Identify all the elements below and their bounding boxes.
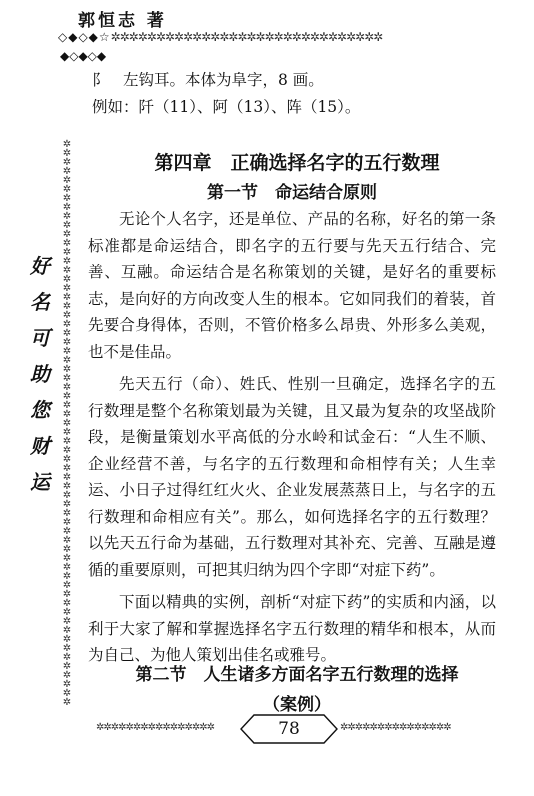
vertical-char: 您 (30, 398, 50, 422)
footer-star-border-left: ✲✲✲✲✲✲✲✲✲✲✲✲✲✲✲✲ (96, 722, 215, 733)
chapter-title: 第四章 正确选择名字的五行数理 (154, 152, 440, 174)
section-title: 第一节 命运结合原则 (207, 183, 377, 203)
page-number: 78 (278, 719, 300, 739)
footer-star-border-right: ✲✲✲✲✲✲✲✲✲✲✲✲✲✲✲ (340, 722, 451, 733)
left-diamond-ornament: ◆◇◆◇◆ (60, 49, 107, 63)
diamond-ornament: ◇◆◇◆☆ (58, 30, 111, 44)
section-title: 第二节 人生诸多方面名字五行数理的选择 (135, 665, 459, 685)
vertical-char: 可 (30, 326, 50, 350)
vertical-char: 名 (30, 290, 50, 314)
vertical-char: 运 (30, 470, 50, 494)
top-ornament (58, 30, 382, 44)
vertical-title (28, 248, 52, 500)
case-label: （案例） (263, 695, 331, 715)
body-text (88, 206, 496, 669)
author: 郭恒志 著 (78, 11, 167, 31)
vertical-char: 好 (30, 254, 50, 278)
intro-line-2: 例如：阡（11）、阿（13）、阵（15）。 (92, 98, 361, 116)
star-border: ✲✲✲✲✲✲✲✲✲✲✲✲✲✲✲✲✲✲✲✲✲✲✲✲✲✲✲✲✲✲ (110, 30, 383, 44)
left-star-border: ✲✲✲✲✲✲✲✲✲✲✲✲✲✲✲✲✲✲✲✲✲✲✲✲✲✲✲✲✲✲✲✲✲✲✲✲✲✲✲✲✲✲✲✲✲✲✲✲✲✲✲✲✲✲✲✲✲✲✲✲✲✲✲ (62, 139, 72, 708)
paragraph: 无论个人名字，还是单位、产品的名称，好名的第一条标准都是命运结合，即名字的五行要与先天五行结合、完善、互融。命运结合是名称策划的关键，是好名的重要标志，是向好的方向改变人生的根本。它如同我们的着装，首先要合身得体，否则，不管价格多么昂贵、外形多么美观，也不是佳品。 (88, 210, 496, 361)
paragraph: 先天五行（命）、姓氏、性别一旦确定，选择名字的五行数理是整个名称策划最为关键，且又最为复杂的攻坚战阶段，是衡量策划水平高低的分水岭和试金石：“人生不顺、企业经营不善，与名字的五行数理和命相悖有关；人生幸运、小日子过得红红火火、企业发展蒸蒸日上，与名字的五行数理和命相应有关”。那么，如何选择名字的五行数理？以先天五行命为基础，五行数理对其补充、完善、互融是遵循的重要原则，可把其归纳为四个字即“对症下药”。 (88, 375, 496, 579)
intro-line-1: 阝 左钩耳。本体为阜字，8 画。 (92, 71, 324, 89)
vertical-char: 财 (30, 434, 50, 458)
paragraph: 下面以精典的实例，剖析“对症下药”的实质和内涵，以利于大家了解和掌握选择名字五行数理的精华和根本，从而为自己、为他人策划出佳名或雅号。 (88, 593, 496, 664)
page-number-box (240, 714, 338, 744)
vertical-char: 助 (30, 362, 50, 386)
